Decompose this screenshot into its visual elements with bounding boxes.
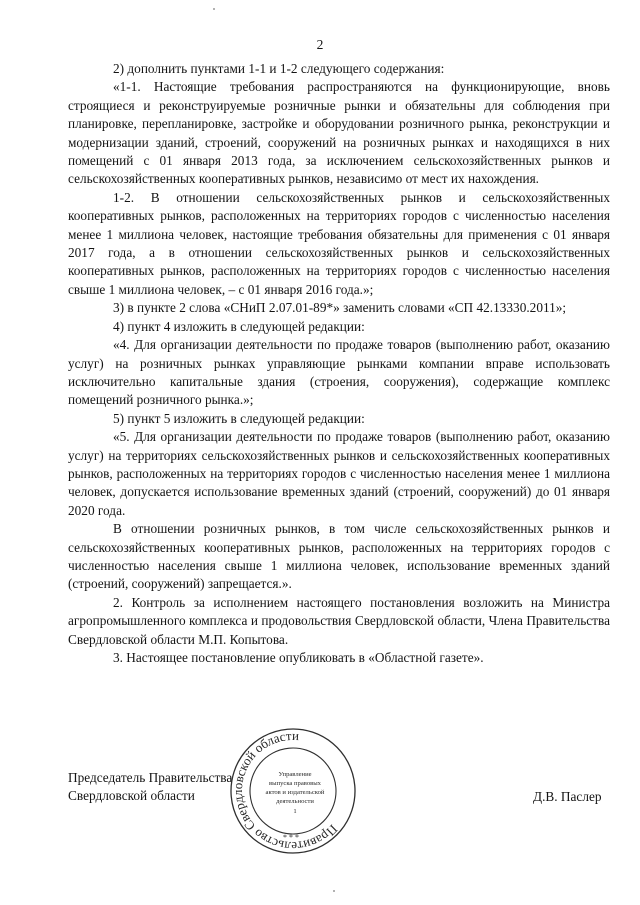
signatory-title-line-2: Свердловской области [68,788,195,804]
scan-speck [213,8,215,10]
seal-outer-text: Правительство Свердловской области [229,727,341,855]
paragraph-item-5-continuation: В отношении розничных рынков, в том числе сельскохозяйственных рынков и сельскохозяйственных кооперативных рынков, расположенных на территориях городов с численностью населения свыше 1 миллиона человек, использование временных зданий (строений, сооружений) запрещается.». [68,521,610,592]
paragraph-control-clause: 2. Контроль за исполнением настоящего постановления возложить на Министра агропромышленного комплекса и продовольствия Свердловской области, Члена Правительства Свердловской области М.П. Копытова. [68,594,610,647]
paragraph-amendment-3: 3) в пункте 2 слова «СНиП 2.07.01-89*» заменить словами «СП 42.13330.2011»; [113,300,567,316]
paragraph-amendment-5: 5) пункт 5 изложить в следующей редакции: [113,410,365,426]
paragraph-item-4-text: «4. Для организации деятельности по продаже товаров (выполнению работ, оказанию услуг) на розничных рынках управляющие рынками компании вправе использовать исключительно капитальные здания (строения, сооружения), содержащие комплекс помещений розничного рынка.»; [68,337,610,408]
paragraph-amendment-2: 2) дополнить пунктами 1-1 и 1-2 следующего содержания: [113,61,445,76]
seal-stars: * * * [283,833,299,842]
seal-inner-line-4: деятельности [276,798,314,805]
paragraph-amendment-4: 4) пункт 4 изложить в следующей редакции: [113,318,365,334]
paragraph-publication-clause: 3. Настоящее постановление опубликовать в «Областной газете». [113,650,484,665]
page-number: 2 [316,37,324,52]
document-body [68,60,610,667]
seal-inner-text [266,771,325,815]
official-seal [228,726,358,856]
paragraph-item-1-1: «1-1. Настоящие требования распространяются на функционирующие, вновь строящиеся и реконструируемые розничные рынки и обязательны для соблюдения при планировке, перепланировке, застройке и оборудовании розничного рынка, реконструкции и модернизации зданий, строений, сооружений на розничных рынках и находящихся в них помещений с 01 января 2013 года, за исключением сельскохозяйственных рынков и сельскохозяйственных кооперативных рынков, независимо от мест их нахождения. [68,79,610,187]
seal-inner-line-5: 1 [293,808,297,815]
signatory-name: Д.В. Паслер [533,789,602,804]
seal-inner-line-1: Управление [278,771,312,778]
seal-inner-line-2: выпуска правовых [269,780,321,787]
signatory-title-line-1: Председатель Правительства [68,770,233,785]
paragraph-item-1-2: 1-2. В отношении сельскохозяйственных рынков и сельскохозяйственных кооперативных рынков, расположенных на территориях городов с численностью населения менее 1 миллиона человек, настоящие требования обязательны для применения с 01 января 2017 года, а в отношении сельскохозяйственных рынков и сельскохозяйственных кооперативных рынков, расположенных на территориях городов с численностью населения свыше 1 миллиона человек, – с 01 января 2016 года.»; [68,189,610,297]
signatory-title [68,769,232,806]
scan-speck [333,890,335,892]
seal-inner-line-3: актов и издательской [265,789,325,796]
paragraph-item-5-text: «5. Для организации деятельности по продаже товаров (выполнению работ, оказанию услуг) на территориях сельскохозяйственных рынков и сельскохозяйственных кооперативных рынков, расположенных на территориях городов с численностью населения менее 1 миллиона человек, допускается использование временных зданий (строений, сооружений) до 01 января 2020 года. [68,429,610,518]
